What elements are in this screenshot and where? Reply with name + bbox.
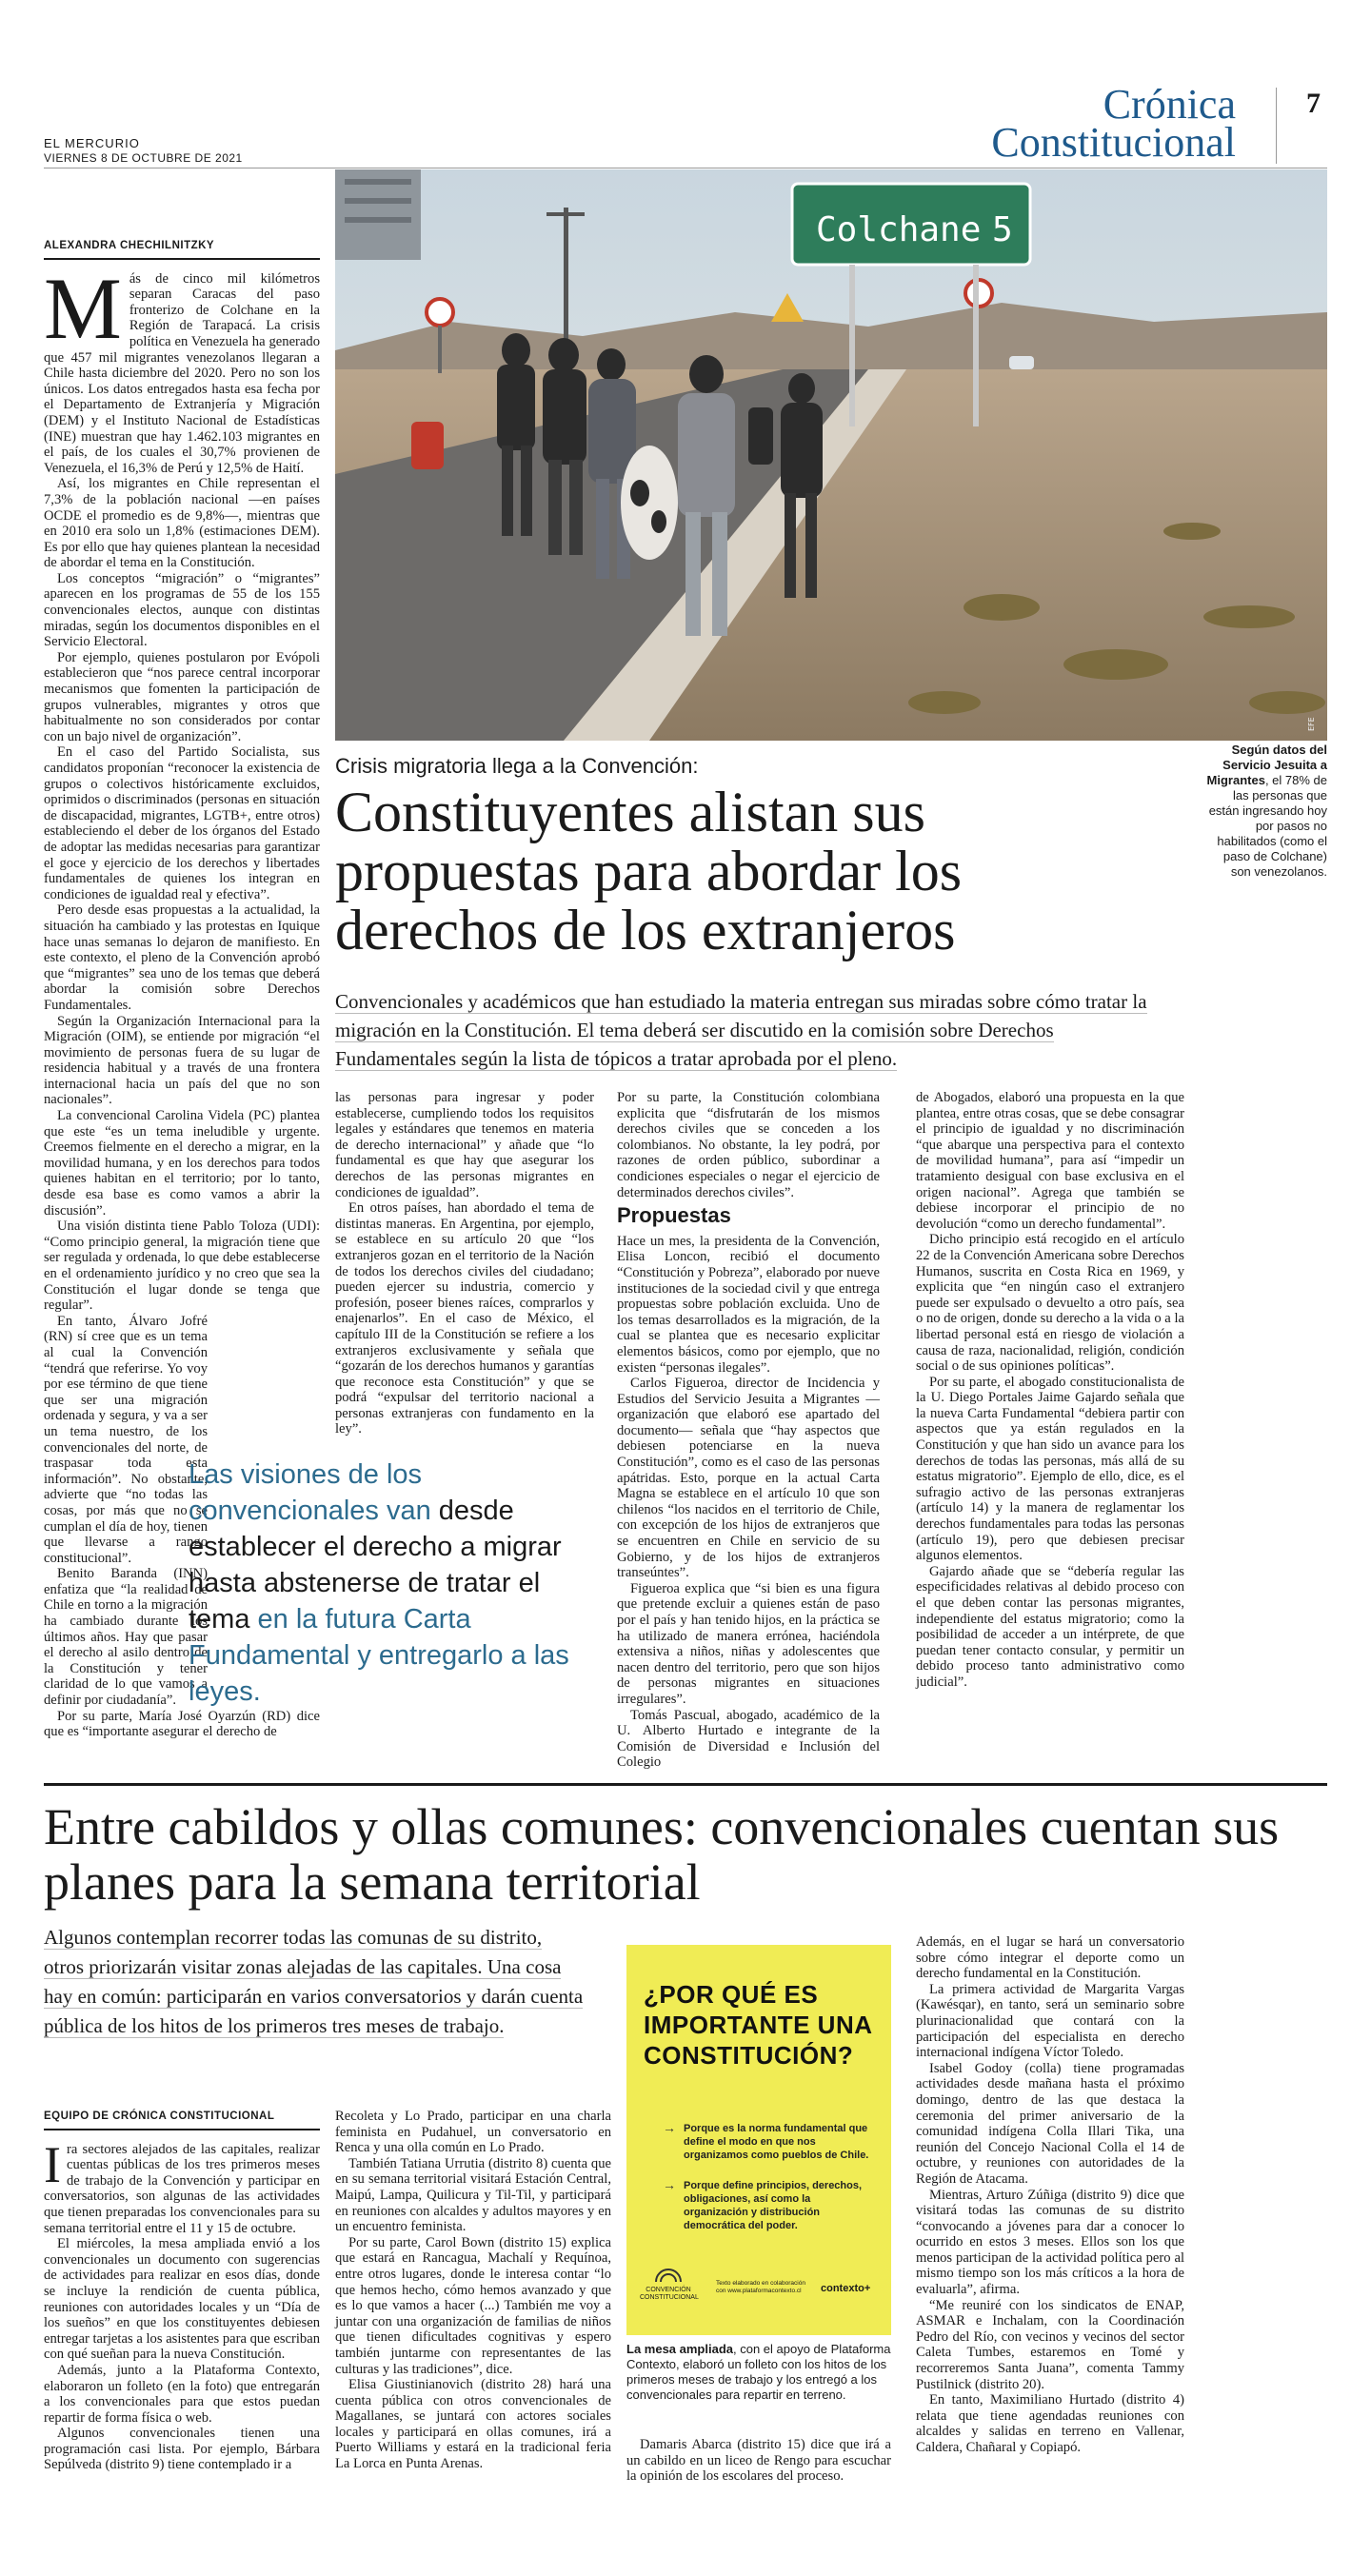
infographic-note: Texto elaborado en colaboración con www.plataformacontexto.cl [716,2280,805,2294]
article2-col1-p0-text: ra sectores alejados de las capitales, realizar cuentas públicas de los tres primeros meses de trabajo de la Convención y participar en conversatorios, son algunas de las actividades que tienen preparadas los convencionales para su semana territorial entre el 11 y 15 de octubre. [44,2141,320,2236]
article1-col3b-p1: Carlos Figueroa, director de Incidencia y Estudios del Servicio Jesuita a Migrantes —organización que elaboró ese apartado del documento— señala que “hay aspectos que debiesen potenciarse en la nueva Constitución”, como es el caso de las personas apátridas. Esto, porque en la actual Carta Magna se establece en el artículo 10 que son chilenos “los nacidos en el territorio de Chile, con excepción de los hijos de extranjeros que se encuentren en Chile en servicio de su Gobierno, y de los hijos de extranjeros transeúntes”. [617,1376,880,1581]
photo-credit: EFE [1307,717,1316,731]
article2-col4-p3: Mientras, Arturo Zúñiga (distrito 9) dice que visitará todas las comunas de su distrito “convocando a jóvenes para dar a conocer lo ocurrido en estos 3 meses. Ellos son los que menos participan de la actividad política pero al mismo tiempo son los más críticos a la hora de evaluarla”, afirma. [916,2187,1184,2298]
convencion-logo-icon [654,2267,683,2284]
article1-col3b-p3: Tomás Pascual, abogado, académico de la U. Alberto Hurtado e integrante de la Comisión de Diversidad e Inclusión del Colegio [617,1707,880,1771]
article1-col1-p10: Benito Baranda (INN) enfatiza que “la realidad de Chile en torno a la migración ha cambiado durante los últimos años. Hay que pasar el derecho al asilo dentro de la Constitución y tener claridad de lo que vamos a definir por ciudadanía”. [44,1566,208,1709]
article1-byline: ALEXANDRA CHECHILNITZKY [44,238,320,260]
article1-col1-p7: La convencional Carolina Videla (PC) plantea que este “es un tema ineludible y urgente. Creemos fielmente en el derecho a migrar, en la movilidad humana, y en los derechos para todos quienes habitan en el territorio; por lo tanto, desde esa base es como vamos a abrir la discusión”. [44,1108,320,1219]
article2-col1-p1: El miércoles, la mesa ampliada envió a los convencionales un documento con sugerencias de actividades para realizar en esos días, donde se incluye la rendición de cuenta pública, reuniones con autoridades locales y un “Día de los sueños” en que los constituyentes debiesen entregar tarjetas a los asistentes para que escriban con qué sueñan para la nueva Constitución. [44,2236,320,2363]
dateline: VIERNES 8 DE OCTUBRE DE 2021 [44,151,243,165]
article2-byline: EQUIPO DE CRÓNICA CONSTITUCIONAL [44,2109,320,2130]
article1-pull-quote [189,1456,569,1710]
article1-column-3 [617,1090,880,1771]
article1-col1-p8: Una visión distinta tiene Pablo Toloza (UDI): “Como principio general, la migración tiene que ser regulada y ordenada, lo que debe establecerse en el ordenamiento jurídico y no creo que sea la Constitución el lugar donde se tenga que regular”. [44,1219,320,1314]
migrants-walking-illustration [335,169,1327,741]
pull-quote-part-c: en la futura Carta Fundamental y entregarlo a las leyes. [189,1604,569,1707]
article2-headline: Entre cabildos y ollas comunes: convencionales cuentan sus planes para la semana territorial [44,1798,1280,1911]
article1-col1-p3: Por ejemplo, quienes postularon por Evópoli establecieron que “nos parece central incorporar mecanismos que fomenten la participación de grupos vulnerables, migrantes y otros que habitualmente no son considerados por contar con un bajo nivel de organización”. [44,649,320,744]
article1-col1-p0-text: ás de cinco mil kilómetros separan Caracas del paso fronterizo de Colchane en la Región de Tarapacá. La crisis política en Venezuela ha generado que 457 mil migrantes venezolanos llegaran a Chile hasta diciembre del 2020. Pero no son los únicos. Los datos entregados hasta esa fecha por el Departamento de Extranjería y Migración (DEM) y el Instituto Nacional de Estadísticas (INE) muestran que hay 1.462.103 migrantes en el país, de los cuales el 30,7% provienen de Venezuela, el 16,3% de Perú y 12,5% de Haití. [44,270,320,476]
article1-col1-p6: Según la Organización Internacional para la Migración (OIM), se entiende por migración “el movimiento de personas fuera de su lugar de residencia habitual y a través de una frontera internacional hacia un país del que no son nacionales”. [44,1013,320,1108]
article1-col3b-p0: Hace un mes, la presidenta de la Convención, Elisa Loncon, recibió el documento “Constitución y Pobreza”, elaborado por nueve instituciones de la sociedad civil y que entrega propuestas sobre población excluida. Uno de los temas desarrollados es la migración, de la cual se plantea que es necesario explicitar elementos básicos, como por ejemplo, que no existen “personas ilegales”. [617,1233,880,1376]
article1-kicker: Crisis migratoria llega a la Convención: [335,754,699,778]
infographic-caption-bold: La mesa ampliada [626,2342,733,2356]
section-rule [44,1783,1327,1786]
article1-dropcap: M [44,259,122,357]
article2-col2-p2: Por su parte, Carol Bown (distrito 15) explica que estará en Rancagua, Machalí y Requínoa, entre otros lugares, donde le interesa contar “lo que hemos hecho, cómo hemos avanzado y que es lo que vamos a hacer (...) También me voy a juntar con una organización de familias de niños que tienen dificultades cognitivas y espero también juntarme con representantes de las culturas y las tradiciones”, dice. [335,2234,611,2377]
article1-deck [335,987,1156,1073]
article2-dropcap: I [44,2135,61,2193]
article1-col2-p0: las personas para ingresar y poder establecerse, cumpliendo todos los requisitos legales y estándares que tenemos en materia de derecho internacional” y añade que “lo fundamental es que hay que asegurar los derechos de las personas migrantes en condiciones de igualdad”. [335,1090,594,1200]
infographic-item-2: Porque define principios, derechos, obligaciones, así como la organización y distribución democrática del poder. [684,2180,863,2231]
article1-col1-narrow [44,1314,208,1709]
article2-column-4 [916,1934,1184,2456]
article1-col4-p3: Gajardo añade que se “debería regular las especificidades relativas al debido proceso con el que deben contar las personas migrantes, independiente del estatus migratorio; como la posibilidad de acceder a un intérprete, de que puedan tener contacto consular, y permitir un debido proceso tanto administrativo como judicial”. [916,1563,1184,1690]
article1-col3-p0: Por su parte, la Constitución colombiana explicita que “disfrutarán de los mismos derechos civiles que se conceden a los colombianos. No obstante, la ley podrá, por razones de orden público, subordinar a condiciones especiales o negar el ejercicio de determinados derechos civiles”. [617,1090,880,1200]
infographic-caption-text: , con el apoyo de Plataforma Contexto, elaboró un folleto con los hitos de los primeros meses de trabajo y los entregó a los convencionales para repartir en terreno. [626,2342,891,2402]
page-number: 7 [1306,88,1321,119]
photo-caption-text: , el 78% de las personas que están ingresando hoy por pasos no habilitados (como el paso de Colchane) son venezolanos. [1208,773,1327,879]
section-title [991,81,1236,166]
section-divider [1276,88,1277,164]
article2-column-1 [44,2109,320,2473]
infographic-title: ¿POR QUÉ ES IMPORTANTE UNA CONSTITUCIÓN? [644,1980,872,2070]
article1-column-2 [335,1090,594,1437]
convencion-logo-text: CONVENCIÓN CONSTITUCIONAL [640,2287,699,2301]
article1-col1-p0 [44,259,320,477]
section-title-line1: Crónica [1103,81,1236,128]
article2-col4-p4: “Me reuniré con los sindicatos de ENAP, ASMAR e Inchalam, con la Coordinación Pedro del Río, con vecinos y vecinos del sector Caleta Tumbes, estaremos en Tomé y recorreremos Santa Juana”, comenta Tammy Pustilnick (distrito 20). [916,2297,1184,2392]
sign-text: Colchane [816,210,982,249]
article1-col1-p1: Así, los migrantes en Chile representan el 7,3% de la población nacional —en países OCDE el promedio es de 9,8%—, mientras que en 2010 era solo un 1,8% (estimaciones DEM). Es por ello que hay quienes plantean la necesidad de abordar el tema en la Constitución. [44,476,320,571]
contexto-logo: contexto+ [821,2283,871,2294]
convencion-logo [640,2267,697,2302]
article2-deck-text: Algunos contemplan recorrer todas las comunas de su distrito, otros priorizarán visitar zonas alejadas de las capitales. Una cosa hay en común: participarán en varios conversatorios y darán cuenta pública de los hitos de los primeros tres meses de trabajo. [44,1926,584,2037]
article2-col1-p3: Algunos convencionales tienen una programación casi lista. Por ejemplo, Bárbara Sepúlveda (distrito 9) tiene contemplado ir a [44,2426,320,2473]
photo-caption-bold: Según datos del Servicio Jesuita a Migrantes [1206,743,1327,787]
article2-col2-p1: También Tatiana Urrutia (distrito 8) cuenta que en su semana territorial visitará Estación Central, Maipú, Lampa, Quilicura y Til-Til, y participará en reuniones con alcaldes y adultos mayores y en un encuentro feminista. [335,2155,611,2235]
constitution-infographic [626,1945,891,2335]
article2-col2-p3: Elisa Giustinianovich (distrito 28) hará una cuenta pública con otros convencionales de Magallanes, se juntará con actores sociales locales y participará en ollas comunes, irá a Puerto Williams y estará en la tradicional feria La Lorca en Punta Arenas. [335,2377,611,2472]
article2-col4-p0: Además, en el lugar se hará un conversatorio sobre cómo integrar el deporte como un derecho fundamental en la Constitución. [916,1934,1184,1982]
article2-col3-p0: Damaris Abarca (distrito 15) dice que irá a un cabildo en un liceo de Rengo para escuchar la opinión de los escolares del proceso. [626,2437,891,2485]
pull-quote-part-b: desde establecer el derecho a migrar hasta abstenerse de tratar el tema [189,1496,562,1635]
infographic-caption [626,2342,891,2403]
article1-col1-p11: Por su parte, María José Oyarzún (RD) dice que es “importante asegurar el derecho de [44,1708,320,1740]
sign-number: 5 [992,210,1013,249]
article1-col3b-p2: Figueroa explica que “si bien es una figura que pretende excluir a quienes están de paso por el país y han tenido hijos, en la práctica se ha utilizado de manera errónea, haciéndola extensiva a niños, niñas y adolescentes que nacen dentro del territorio, pero que son hijos de personas migrantes en situaciones irregulares”. [617,1580,880,1707]
masthead: EL MERCURIO [44,136,140,150]
article2-col4-p2: Isabel Godoy (colla) tiene programadas actividades desde mañana hasta el próximo domingo, dentro de las que destaca la ceremonia del primer aniversario de la comunidad indígena Colla Illari Tika, una reunión del Concejo Nacional Colla el 14 de octubre, y reuniones con autoridades de la Región de Atacama. [916,2060,1184,2187]
arrow-right-icon: → [663,2122,676,2136]
section-title-line2: Constitucional [991,119,1236,166]
article1-subhead: Propuestas [617,1203,731,1228]
article2-deck [44,1923,586,2041]
article2-col1-p0 [44,2135,320,2237]
migrants-photo [335,169,1327,741]
article1-col1-p2: Los conceptos “migración” o “migrantes” aparecen en los programas de 55 de los 155 convencionales electos, aunque con distintas miradas, según los documentos disponibles en el Servicio Electoral. [44,570,320,650]
article1-col4-p0: de Abogados, elaboró una propuesta en la que plantea, entre otras cosas, que se debe consagrar el principio de igualdad y no discriminación “que abarque una perspectiva para el contexto de movilidad humana”, para así “impedir un tratamiento desigual con base exclusiva en el origen nacional”. Agrega que también se debiese incorporar el principio de no devolución “como un derecho fundamental”. [916,1090,1184,1232]
article2-col1-p2: Además, junto a la Plataforma Contexto, elaboraron un folleto (en la foto) que entregarán a los convencionales para que estos puedan repartir de forma física o web. [44,2362,320,2426]
article1-headline: Constituyentes alistan sus propuestas para abordar los derechos de los extranjeros [335,781,963,961]
pull-quote-part-a: Las visiones de los convencionales van [189,1459,431,1526]
article1-col1-p4: En el caso del Partido Socialista, sus candidatos proponían “reconocer la existencia de grupos o colectivos históricamente excluidos, oprimidos o discriminados (personas en situación de discapacidad, migrantes, LGTB+, entre otros) estableciendo el deber de los órganos del Estado de adoptar las medidas necesarias para garantizar el goce y ejercicio de los derechos y libertades fundamentales de quienes los integran en condiciones de igualdad real y efectiva”. [44,744,320,902]
arrow-right-icon: → [663,2179,676,2193]
article1-deck-text: Convencionales y académicos que han estudiado la materia entregan sus miradas sobre cómo tratar la migración en la Constitución. El tema deberá ser discutido en la comisión sobre Derechos Fundamentales según la lista de tópicos a tratar aprobada por el pleno. [335,990,1147,1070]
article2-col2-p0: Recoleta y Lo Prado, participar en una charla feminista en Pudahuel, un conversatorio en Renca y una olla común en Lo Prado. [335,2109,611,2156]
article2-column-3 [626,2437,891,2485]
article1-col4-p1: Dicho principio está recogido en el artículo 22 de la Convención Americana sobre Derechos Humanos, suscrita en Costa Rica en 1969, y explicita que “en ningún caso el extranjero puede ser expulsado o devuelto a otro país, sea o no de origen, donde su derecho a la vida o a la libertad personal está en riesgo de violación a causa de raza, nacionalidad, religión, condición social o de sus opiniones políticas”. [916,1232,1184,1375]
article1-col1-p9: En tanto, Álvaro Jofré (RN) sí cree que es un tema al cual la Convención “tendrá que referirse. Yo voy por ese término de que tiene que ser una migración ordenada y segura, y va a ser un tema nuestro, de los convencionales del norte, de traspasar toda esta información”. No obstante, advierte que “no todas las cosas, por más que no se cumplan el día de hoy, tienen que llevarse a rango constitucional”. [44,1313,208,1566]
article1-column-4 [916,1090,1184,1691]
article2-column-2 [335,2109,611,2472]
photo-caption [1203,743,1327,880]
infographic-item-1: Porque es la norma fundamental que define el modo en que nos organizamos como pueblos de Chile. [684,2123,869,2161]
article1-col1-p5: Pero desde esas propuestas a la actualidad, la situación ha cambiado y las protestas en Iquique hace unas semanas lo dejaron de manifiesto. En este contexto, el pleno de la Convención aprobó que “migrantes” sea uno de los temas que deberá abordar la comisión sobre Derechos Fundamentales. [44,902,320,1013]
article2-col4-p1: La primera actividad de Margarita Vargas (Kawésqar), en tanto, será un seminario sobre plurinacionalidad que contará con la participación del especialista en derecho internacional indígena Víctor Toledo. [916,1981,1184,2061]
article2-col4-p5: En tanto, Maximiliano Hurtado (distrito 4) relata que tiene agendadas reuniones con alcaldes y salidas en terreno en Vallenar, Caldera, Chañaral y Copiapó. [916,2392,1184,2455]
article1-col4-p2: Por su parte, el abogado constitucionalista de la U. Diego Portales Jaime Gajardo señala que la nueva Carta Fundamental “debiera partir con aspectos que ya están regulados en la Constitución y que han sido un avance para los derechos de todas las personas, más allá de su estatus migratorio”. Ejemplo de ello, dice, es el sufragio activo de las personas extranjeras (artículo 14) y la manera de reglamentar los derechos fundamentales para todas las personas (artículo 19), pero que debiesen precisar algunos elementos. [916,1374,1184,1564]
article1-col2-p1: En otros países, han abordado el tema de distintas maneras. En Argentina, por ejemplo, se establece en su artículo 20 que “los extranjeros gozan en el territorio de la Nación de todos los derechos civiles del ciudadano; pueden ejercer su industria, comercio y profesión, poseer bienes raíces, comprarlos y enajenarlos”. En el caso de México, el capítulo III de la Constitución se refiere a los extranjeros exclusivamente y señala que “gozarán de los derechos humanos y garantías que reconoce esta Constitución” y que se podrá “expulsar del territorio nacional a personas extranjeras con fundamento en la ley”. [335,1200,594,1437]
